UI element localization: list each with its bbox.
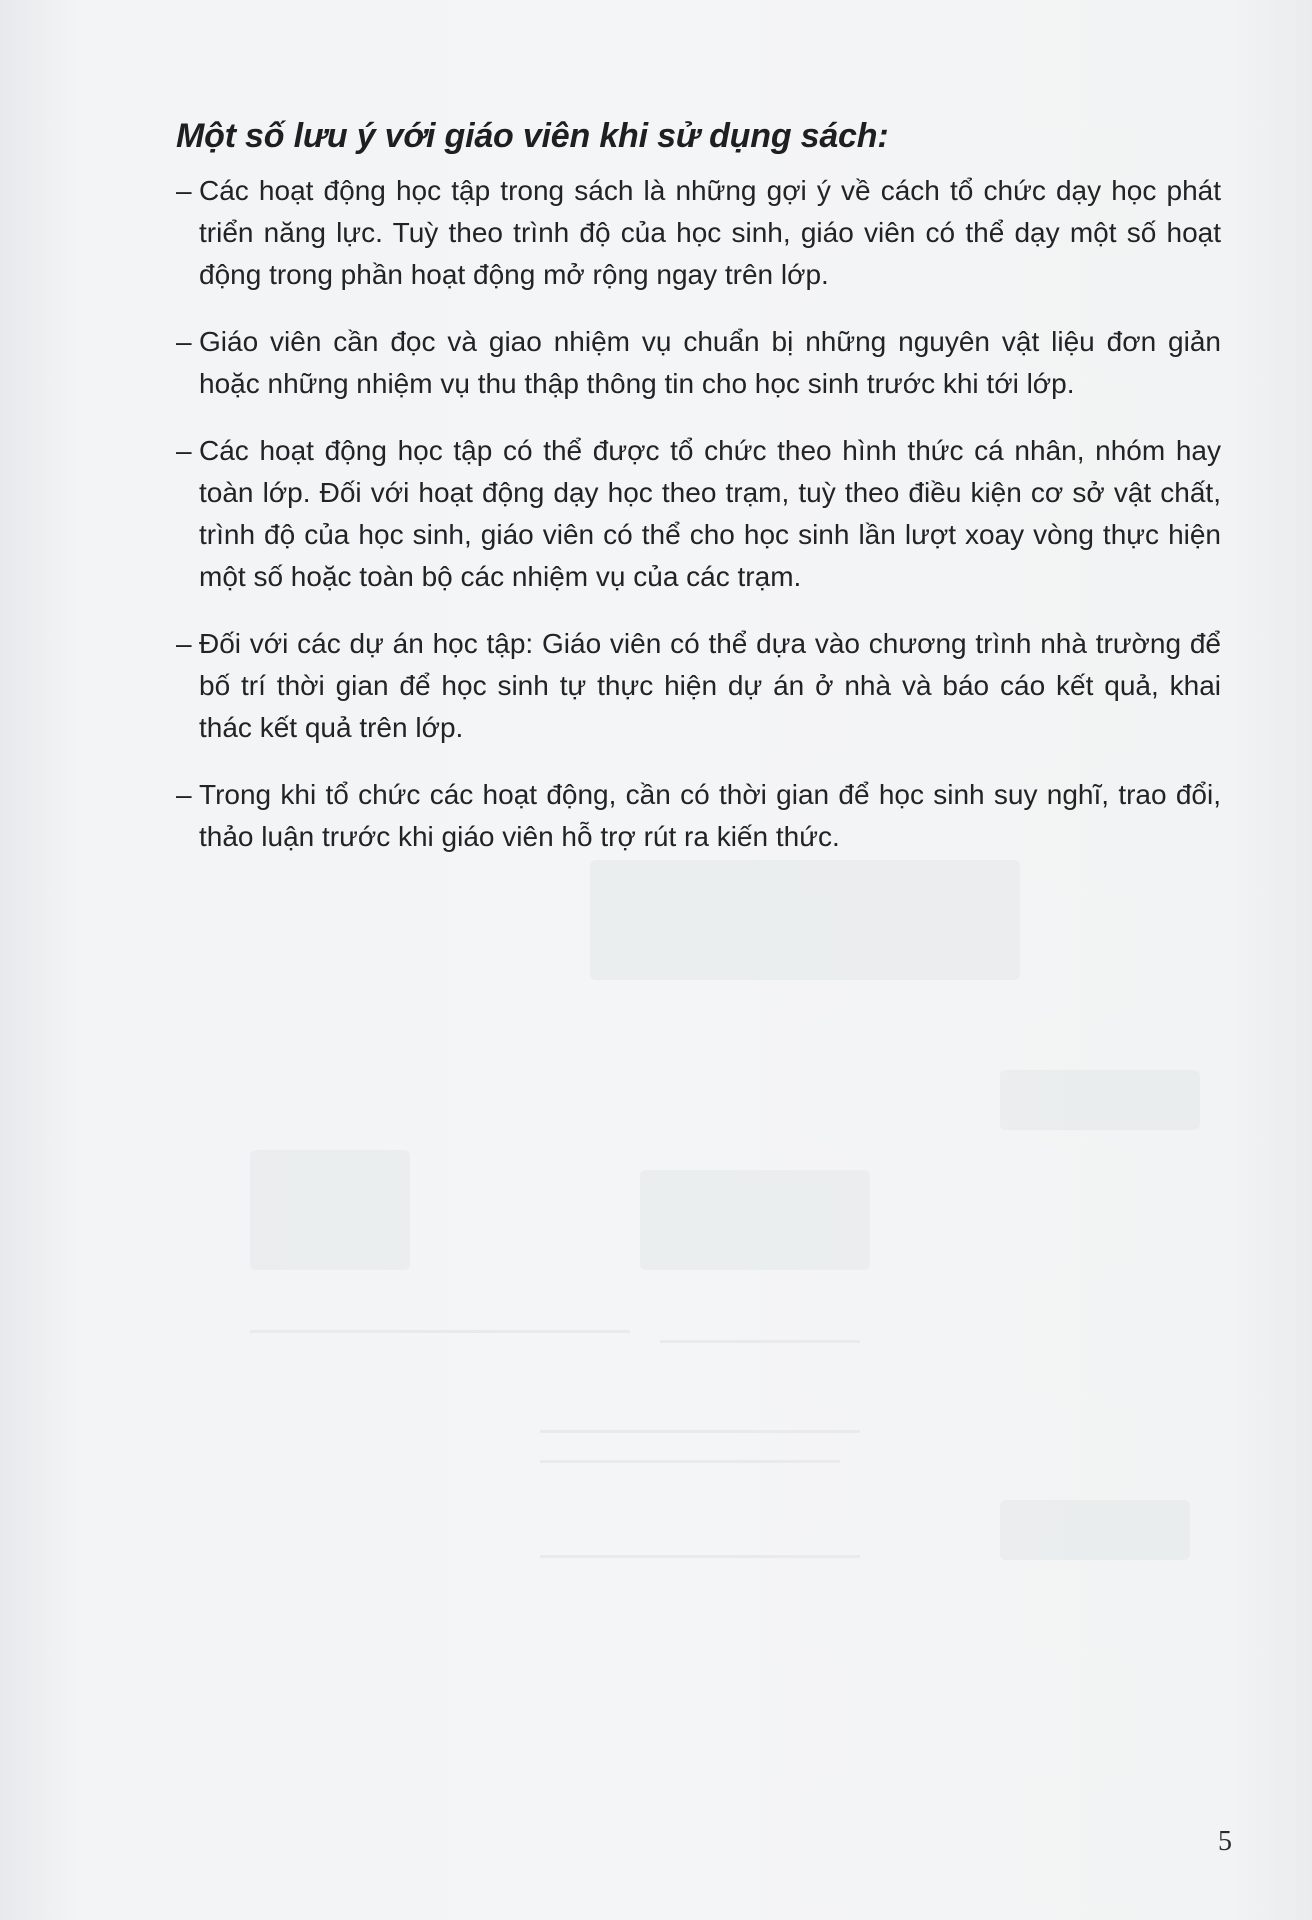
note-text: Trong khi tổ chức các hoạt động, cần có thời gian để học sinh suy nghĩ, trao đổi, thảo luận trước khi giáo viên hỗ trợ rút ra kiến thức. (199, 779, 1221, 852)
page-number: 5 (1218, 1826, 1232, 1857)
note-text: Giáo viên cần đọc và giao nhiệm vụ chuẩn bị những nguyên vật liệu đơn giản hoặc những nhiệm vụ thu thập thông tin cho học sinh trước khi tới lớp. (199, 326, 1221, 399)
dash-bullet: – (176, 435, 192, 466)
note-item (176, 170, 1221, 296)
show-through-line (540, 1460, 840, 1463)
section-heading: Một số lưu ý với giáo viên khi sử dụng sách: (176, 117, 889, 155)
note-item (176, 623, 1221, 749)
notes-list (176, 170, 1228, 858)
show-through-image (250, 1150, 410, 1270)
show-through-line (540, 1555, 860, 1558)
note-item (176, 430, 1221, 598)
page-content (176, 112, 1228, 883)
note-text: Các hoạt động học tập trong sách là những gợi ý về cách tổ chức dạy học phát triển năng lực. Tuỳ theo trình độ của học sinh, giáo viên có thể dạy một số hoạt động trong phần hoạt động mở rộng ngay trên lớp. (199, 175, 1221, 290)
note-item (176, 774, 1221, 858)
note-item (176, 321, 1221, 405)
show-through-line (250, 1330, 630, 1333)
show-through-image (640, 1170, 870, 1270)
dash-bullet: – (176, 628, 192, 659)
show-through-image (1000, 1070, 1200, 1130)
show-through-line (660, 1340, 860, 1343)
dash-bullet: – (176, 175, 192, 206)
dash-bullet: – (176, 326, 192, 357)
dash-bullet: – (176, 779, 192, 810)
show-through-image (1000, 1500, 1190, 1560)
note-text: Các hoạt động học tập có thể được tổ chức theo hình thức cá nhân, nhóm hay toàn lớp. Đối với hoạt động dạy học theo trạm, tuỳ theo điều kiện cơ sở vật chất, trình độ của học sinh, giáo viên có thể cho học sinh lần lượt xoay vòng thực hiện một số hoặc toàn bộ các nhiệm vụ của các trạm. (199, 435, 1221, 592)
show-through-line (540, 1430, 860, 1433)
note-text: Đối với các dự án học tập: Giáo viên có thể dựa vào chương trình nhà trường để bố trí thời gian để học sinh tự thực hiện dự án ở nhà và báo cáo kết quả, khai thác kết quả trên lớp. (199, 628, 1221, 743)
